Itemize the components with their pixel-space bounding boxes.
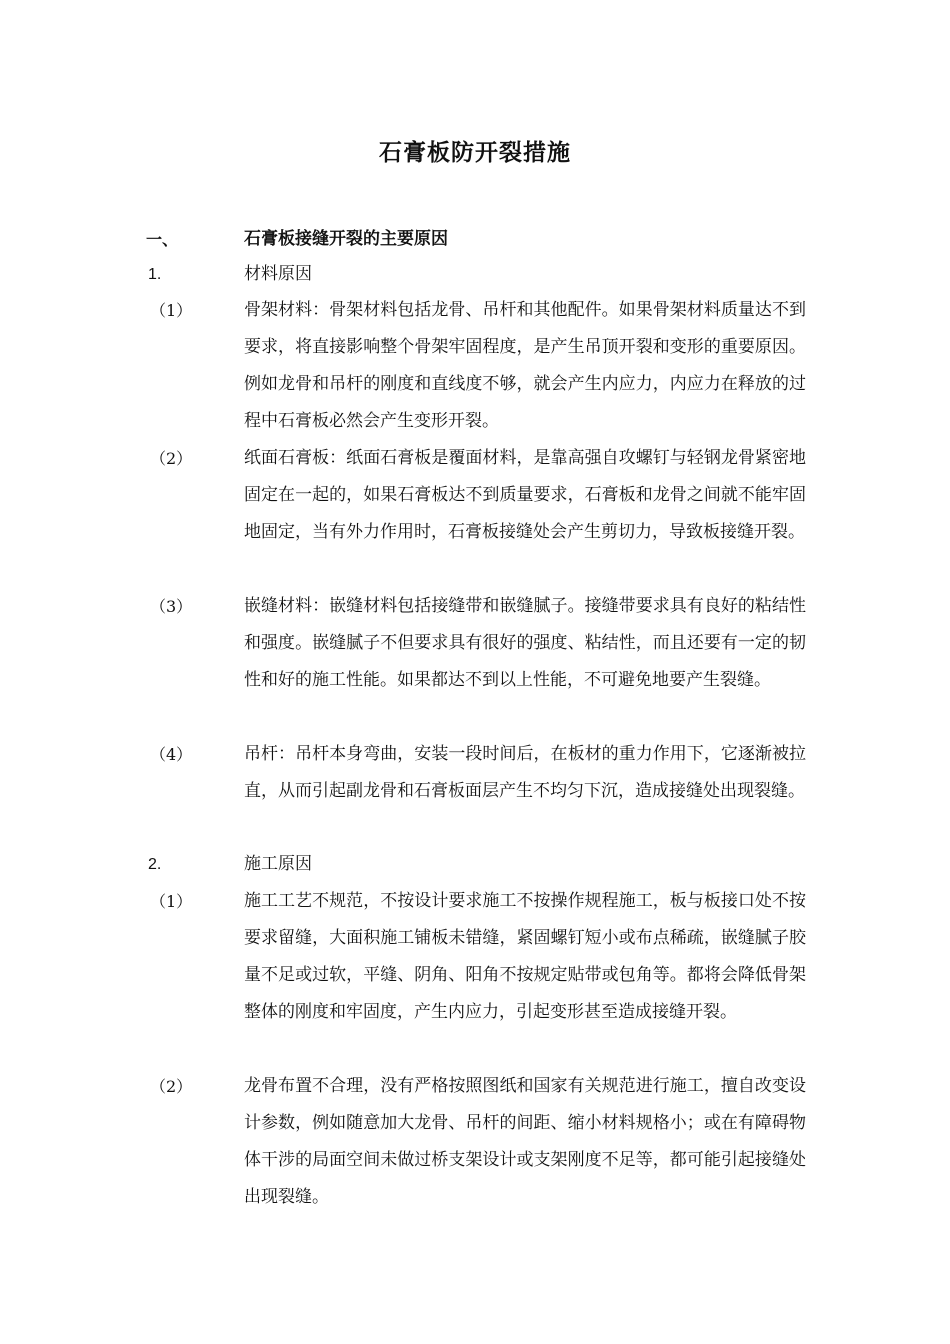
item-text: 纸面石膏板：纸面石膏板是覆面材料，是靠高强自攻螺钉与轻钢龙骨紧密地固定在一起的，如果石膏板达不到质量要求，石膏板和龙骨之间就不能牢固地固定，当有外力作用时，石膏板接缝处会产生剪切力，导致板接缝开裂。 [244,448,806,542]
item-number: （1） [150,301,193,320]
item-number: （4） [150,745,193,764]
item-number: （1） [150,892,193,911]
item-text: 施工工艺不规范，不按设计要求施工不按操作规程施工，板与板接口处不按要求留缝，大面积施工铺板未错缝，紧固螺钉短小或布点稀疏，嵌缝腻子胶量不足或过软，平缝、阴角、阳角不按规定贴带或包角等。都将会降低骨架整体的刚度和牢固度，产生内应力，引起变形甚至造成接缝开裂。 [244,891,806,1022]
section-number: 一、 [146,230,179,249]
subsection-number: 2. [148,856,162,873]
item-text: 龙骨布置不合理，没有严格按照图纸和国家有关规范进行施工，擅自改变设计参数，例如随意加大龙骨、吊杆的间距、缩小材料规格小；或在有障碍物体干涉的局面空间未做过桥支架设计或支架刚度不足等，都可能引起接缝处出现裂缝。 [244,1076,806,1207]
item-text: 吊杆：吊杆本身弯曲，安装一段时间后，在板材的重力作用下，它逐渐被拉直，从而引起副龙骨和石膏板面层产生不均匀下沉，造成接缝处出现裂缝。 [244,744,806,801]
item-text: 嵌缝材料：嵌缝材料包括接缝带和嵌缝腻子。接缝带要求具有良好的粘结性和强度。嵌缝腻子不但要求具有很好的强度、粘结性，而且还要有一定的韧性和好的施工性能。如果都达不到以上性能，不可避免地要产生裂缝。 [244,596,806,690]
section-heading-text: 石膏板接缝开裂的主要原因 [244,229,448,249]
item-number: （2） [150,449,193,468]
item-number: （2） [150,1077,193,1096]
item-number: （3） [150,597,193,616]
subsection-heading-text: 施工原因 [244,854,312,874]
document-title: 石膏板防开裂措施 [379,139,571,166]
item-text: 骨架材料：骨架材料包括龙骨、吊杆和其他配件。如果骨架材料质量达不到要求，将直接影响整个骨架牢固程度，是产生吊顶开裂和变形的重要原因。例如龙骨和吊杆的刚度和直线度不够，就会产生内应力，内应力在释放的过程中石膏板必然会产生变形开裂。 [244,300,806,431]
subsection-number: 1. [148,266,162,283]
subsection-heading-text: 材料原因 [244,264,312,284]
